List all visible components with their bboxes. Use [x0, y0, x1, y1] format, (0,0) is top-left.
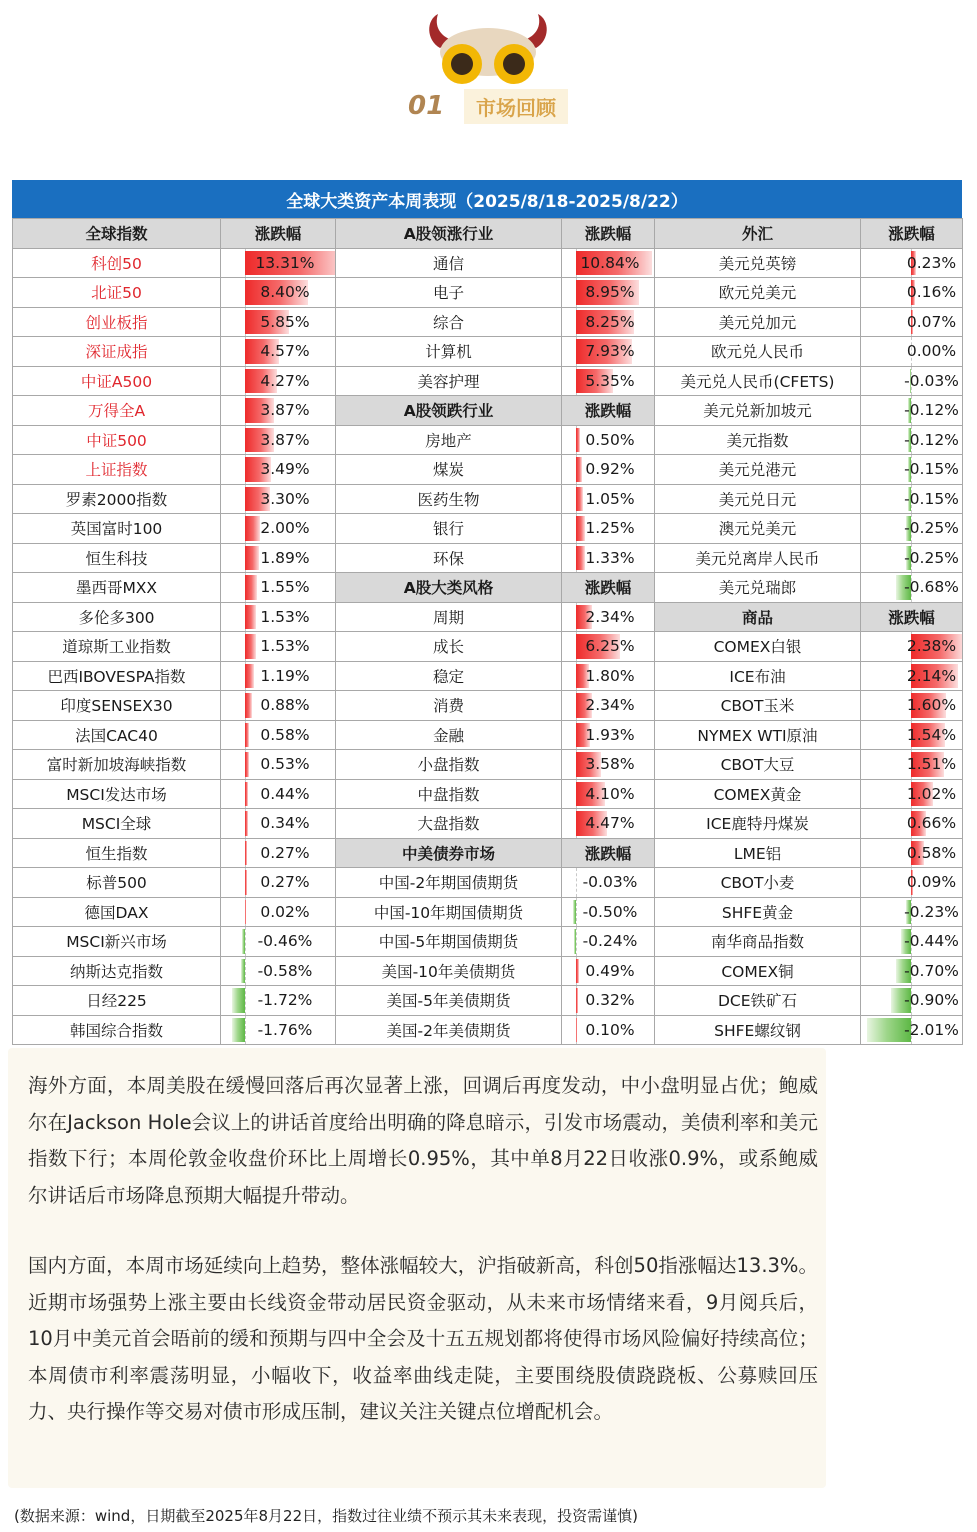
table-row [13, 1015, 963, 1045]
overseas-commentary: 海外方面，本周美股在缓慢回落后再次显著上涨，回调后再度发动，中小盘明显占优；鲍威尔在Jackson Hole会议上的讲话首度给出明确的降息暗示，引发市场震动，美债利率和美元指数下行；本周伦敦金收盘价环比上周增长0.95%，其中单8月22日收涨0.9%，或系鲍威尔讲话后市场降息预期大幅提升带动。 [28, 1074, 818, 1207]
subheader-category: 商品 [655, 602, 861, 632]
change-value-text: 5.85% [260, 312, 310, 331]
fx-commodity-name: CBOT玉米 [655, 691, 861, 721]
change-value-text: 8.40% [260, 283, 310, 302]
change-value-text: 0.53% [260, 755, 310, 774]
change-value-text: 3.87% [260, 401, 310, 420]
change-value-text: 2.34% [585, 696, 635, 715]
global-index-name: 罗素2000指数 [13, 484, 221, 514]
change-value-text: 0.27% [260, 843, 310, 862]
sector-name: 电子 [336, 278, 562, 308]
change-value-cell [221, 455, 336, 485]
fx-commodity-name: LME铝 [655, 838, 861, 868]
fx-commodity-name: 美元兑离岸人民币 [655, 543, 861, 573]
change-value-text: 3.87% [260, 430, 310, 449]
change-value-cell [861, 278, 963, 308]
header-global-indices: 全球指数 [13, 219, 221, 249]
sector-name: 通信 [336, 248, 562, 278]
sector-name: 稳定 [336, 661, 562, 691]
change-value-text: -1.76% [257, 1020, 313, 1039]
column-header-row [13, 219, 963, 249]
change-value-cell [562, 956, 655, 986]
sector-name: 大盘指数 [336, 809, 562, 839]
table-row [13, 838, 963, 868]
sector-name: 中国-5年期国债期货 [336, 927, 562, 957]
table-row [13, 661, 963, 691]
fx-commodity-name: 美元兑英镑 [655, 248, 861, 278]
global-index-name: 上证指数 [13, 455, 221, 485]
header-change: 涨跌幅 [861, 219, 963, 249]
sector-name: 医药生物 [336, 484, 562, 514]
fx-commodity-name: 美元兑人民币(CFETS) [655, 366, 861, 396]
change-value-cell [562, 779, 655, 809]
change-value-text: 0.50% [585, 430, 635, 449]
table-row [13, 484, 963, 514]
table-row [13, 278, 963, 308]
change-value-cell [221, 307, 336, 337]
change-value-text: 0.34% [260, 814, 310, 833]
table-row [13, 337, 963, 367]
change-value-text: 1.53% [260, 607, 310, 626]
change-value-text: 2.34% [585, 607, 635, 626]
change-value-cell [861, 307, 963, 337]
change-value-cell [221, 337, 336, 367]
subheader-category: A股大类风格 [336, 573, 562, 603]
change-value-cell [221, 927, 336, 957]
sector-name: 金融 [336, 720, 562, 750]
change-value-text: 4.27% [260, 371, 310, 390]
change-value-text: -1.72% [257, 991, 313, 1010]
change-value-cell [221, 573, 336, 603]
change-value-text: -0.12% [904, 401, 959, 420]
table-row [13, 425, 963, 455]
change-value-cell [221, 278, 336, 308]
change-value-cell [861, 573, 963, 603]
subheader-change: 涨跌幅 [562, 396, 655, 426]
global-index-name: 巴西IBOVESPA指数 [13, 661, 221, 691]
data-source-footnote: (数据来源：wind，日期截至2025年8月22日，指数过往业绩不预示其未来表现，投资需谨慎) [14, 1507, 638, 1525]
change-value-text: 0.44% [260, 784, 310, 803]
table-row [13, 366, 963, 396]
change-value-cell [221, 691, 336, 721]
table-row [13, 307, 963, 337]
change-value-cell [221, 1015, 336, 1045]
change-value-cell [221, 425, 336, 455]
table-row [13, 248, 963, 278]
global-index-name: 中证500 [13, 425, 221, 455]
subheader-change: 涨跌幅 [562, 838, 655, 868]
sector-name: 房地产 [336, 425, 562, 455]
change-value-text: 4.10% [585, 784, 635, 803]
change-value-text: 2.00% [260, 519, 310, 538]
change-value-cell [221, 986, 336, 1016]
change-value-cell [861, 632, 963, 662]
change-value-text: 4.57% [260, 342, 310, 361]
change-value-text: 0.02% [260, 902, 310, 921]
table-row [13, 691, 963, 721]
change-value-cell [562, 661, 655, 691]
fx-commodity-name: SHFE螺纹钢 [655, 1015, 861, 1045]
change-value-cell [861, 514, 963, 544]
global-index-name: 印度SENSEX30 [13, 691, 221, 721]
change-value-cell [861, 396, 963, 426]
change-value-text: 1.51% [906, 755, 957, 774]
table-row [13, 779, 963, 809]
change-value-text: 1.93% [585, 725, 635, 744]
loss-bar [574, 929, 576, 954]
change-value-cell [861, 661, 963, 691]
fx-commodity-name: 澳元兑美元 [655, 514, 861, 544]
change-value-text: -0.15% [904, 460, 959, 479]
fx-commodity-name: 南华商品指数 [655, 927, 861, 957]
change-value-text: 2.38% [906, 637, 957, 656]
change-value-text: 0.09% [906, 873, 957, 892]
change-value-text: -0.50% [582, 902, 638, 921]
change-value-cell [861, 425, 963, 455]
change-value-text: 1.05% [585, 489, 635, 508]
change-value-cell [861, 927, 963, 957]
section-title: 市场回顾 [464, 89, 568, 124]
sector-name: 消费 [336, 691, 562, 721]
change-value-text: 1.53% [260, 637, 310, 656]
change-value-text: 0.66% [906, 814, 957, 833]
section-number: 01 [408, 91, 445, 121]
loss-bar [573, 900, 577, 925]
change-value-text: 0.27% [260, 873, 310, 892]
change-value-text: 7.93% [585, 342, 635, 361]
sector-name: 银行 [336, 514, 562, 544]
subheader-category: 中美债券市场 [336, 838, 562, 868]
change-value-cell [562, 366, 655, 396]
change-value-cell [562, 514, 655, 544]
global-index-name: 英国富时100 [13, 514, 221, 544]
fx-commodity-name: 美元兑瑞郎 [655, 573, 861, 603]
global-index-name: 中证A500 [13, 366, 221, 396]
change-value-cell [562, 455, 655, 485]
change-value-text: 0.92% [585, 460, 635, 479]
sector-name: 成长 [336, 632, 562, 662]
header-industry-up: A股领涨行业 [336, 219, 562, 249]
change-value-cell [562, 750, 655, 780]
change-value-cell [221, 720, 336, 750]
change-value-cell [562, 248, 655, 278]
change-value-text: -0.58% [257, 961, 313, 980]
table-row [13, 720, 963, 750]
subheader-category: A股领跌行业 [336, 396, 562, 426]
global-index-name: 标普500 [13, 868, 221, 898]
fx-commodity-name: 欧元兑美元 [655, 278, 861, 308]
change-value-cell [861, 809, 963, 839]
global-index-name: MSCI新兴市场 [13, 927, 221, 957]
change-value-cell [562, 986, 655, 1016]
section-heading [408, 88, 568, 124]
bull-sunflower-mascot [418, 10, 558, 88]
sector-name: 综合 [336, 307, 562, 337]
change-value-cell [562, 632, 655, 662]
change-value-cell [562, 809, 655, 839]
change-value-cell [562, 484, 655, 514]
gain-bar [576, 988, 578, 1013]
table-row [13, 455, 963, 485]
fx-commodity-name: COMEX黄金 [655, 779, 861, 809]
table-row [13, 927, 963, 957]
change-value-cell [861, 779, 963, 809]
change-value-cell [861, 868, 963, 898]
fx-commodity-name: COMEX铜 [655, 956, 861, 986]
change-value-text: 1.33% [585, 548, 635, 567]
change-value-text: 0.32% [585, 991, 635, 1010]
global-index-name: 创业板指 [13, 307, 221, 337]
change-value-cell [221, 750, 336, 780]
table-row [13, 602, 963, 632]
table-row [13, 514, 963, 544]
change-value-text: -0.03% [582, 873, 638, 892]
change-value-cell [562, 720, 655, 750]
change-value-cell [861, 897, 963, 927]
change-value-text: 6.25% [585, 637, 635, 656]
change-value-cell [562, 868, 655, 898]
global-index-name: 日经225 [13, 986, 221, 1016]
global-index-name: 墨西哥MXX [13, 573, 221, 603]
performance-grid [12, 218, 963, 1045]
change-value-cell [861, 838, 963, 868]
change-value-text: 1.89% [260, 548, 310, 567]
global-index-name: 道琼斯工业指数 [13, 632, 221, 662]
change-value-text: 1.02% [906, 784, 957, 803]
sector-name: 中盘指数 [336, 779, 562, 809]
global-index-name: MSCI全球 [13, 809, 221, 839]
change-value-cell [221, 632, 336, 662]
change-value-text: 5.35% [585, 371, 635, 390]
change-value-text: 10.84% [580, 253, 640, 272]
table-row [13, 573, 963, 603]
change-value-text: 0.58% [260, 725, 310, 744]
sector-name: 小盘指数 [336, 750, 562, 780]
change-value-text: -0.90% [904, 991, 959, 1010]
change-value-text: 3.58% [585, 755, 635, 774]
global-index-name: 恒生指数 [13, 838, 221, 868]
fx-commodity-name: 美元兑新加坡元 [655, 396, 861, 426]
change-value-text: 0.58% [906, 843, 957, 862]
fx-commodity-name: DCE铁矿石 [655, 986, 861, 1016]
change-value-text: 0.10% [585, 1020, 635, 1039]
sector-name: 周期 [336, 602, 562, 632]
change-value-text: 1.25% [585, 519, 635, 538]
change-value-text: 3.49% [260, 460, 310, 479]
gain-bar [576, 959, 579, 984]
global-index-name: MSCI发达市场 [13, 779, 221, 809]
header-change: 涨跌幅 [221, 219, 336, 249]
change-value-cell [562, 897, 655, 927]
change-value-cell [861, 986, 963, 1016]
sector-name: 计算机 [336, 337, 562, 367]
asset-performance-table [12, 180, 962, 1045]
change-value-cell [861, 956, 963, 986]
table-row [13, 750, 963, 780]
change-value-cell [861, 248, 963, 278]
change-value-text: -0.24% [582, 932, 638, 951]
change-value-cell [221, 779, 336, 809]
change-value-cell [221, 956, 336, 986]
change-value-text: -0.25% [904, 519, 959, 538]
change-value-cell [861, 337, 963, 367]
header-fx: 外汇 [655, 219, 861, 249]
change-value-text: -2.01% [904, 1020, 959, 1039]
sector-name: 美国-10年美债期货 [336, 956, 562, 986]
change-value-text: 0.49% [585, 961, 635, 980]
change-value-cell [861, 750, 963, 780]
table-row [13, 396, 963, 426]
change-value-text: -0.46% [257, 932, 313, 951]
change-value-cell [221, 366, 336, 396]
change-value-cell [861, 455, 963, 485]
change-value-text: 0.88% [260, 696, 310, 715]
sector-name: 中国-10年期国债期货 [336, 897, 562, 927]
fx-commodity-name: NYMEX WTI原油 [655, 720, 861, 750]
fx-commodity-name: CBOT大豆 [655, 750, 861, 780]
change-value-text: 1.80% [585, 666, 635, 685]
sector-name: 美容护理 [336, 366, 562, 396]
change-value-text: 3.30% [260, 489, 310, 508]
fx-commodity-name: SHFE黄金 [655, 897, 861, 927]
table-title: 全球大类资产本周表现（2025/8/18-2025/8/22） [12, 180, 962, 218]
change-value-cell [562, 337, 655, 367]
change-value-text: -0.70% [904, 961, 959, 980]
fx-commodity-name: 美元兑日元 [655, 484, 861, 514]
gain-bar [576, 428, 580, 453]
change-value-cell [562, 425, 655, 455]
change-value-cell [861, 691, 963, 721]
sector-name: 中国-2年期国债期货 [336, 868, 562, 898]
table-row [13, 956, 963, 986]
market-commentary [8, 1048, 826, 1488]
zero-axis-line [576, 898, 577, 927]
change-value-cell [861, 720, 963, 750]
change-value-text: 1.55% [260, 578, 310, 597]
change-value-cell [562, 278, 655, 308]
global-index-name: 深证成指 [13, 337, 221, 367]
loss-bar [232, 1018, 245, 1043]
change-value-cell [221, 809, 336, 839]
change-value-cell [861, 366, 963, 396]
table-row [13, 632, 963, 662]
header-change: 涨跌幅 [562, 219, 655, 249]
change-value-cell [221, 396, 336, 426]
change-value-text: 13.31% [255, 253, 315, 272]
global-index-name: 科创50 [13, 248, 221, 278]
sector-name: 环保 [336, 543, 562, 573]
change-value-text: -0.44% [904, 932, 959, 951]
change-value-cell [221, 661, 336, 691]
change-value-cell [562, 691, 655, 721]
change-value-text: 1.54% [906, 725, 957, 744]
table-row [13, 897, 963, 927]
change-value-cell [221, 868, 336, 898]
sector-name: 煤炭 [336, 455, 562, 485]
global-index-name: 纳斯达克指数 [13, 956, 221, 986]
subheader-change: 涨跌幅 [562, 573, 655, 603]
global-index-name: 德国DAX [13, 897, 221, 927]
change-value-text: -0.23% [904, 902, 959, 921]
change-value-text: 0.07% [906, 312, 957, 331]
change-value-cell [562, 1015, 655, 1045]
global-index-name: 万得全A [13, 396, 221, 426]
fx-commodity-name: 欧元兑人民币 [655, 337, 861, 367]
change-value-cell [562, 307, 655, 337]
change-value-text: 0.23% [906, 253, 957, 272]
global-index-name: 法国CAC40 [13, 720, 221, 750]
change-value-cell [221, 838, 336, 868]
table-row [13, 809, 963, 839]
global-index-name: 恒生科技 [13, 543, 221, 573]
change-value-text: 4.47% [585, 814, 635, 833]
change-value-text: 8.25% [585, 312, 635, 331]
fx-commodity-name: COMEX白银 [655, 632, 861, 662]
gain-bar [576, 1018, 577, 1043]
fx-commodity-name: 美元兑加元 [655, 307, 861, 337]
sector-name: 美国-2年美债期货 [336, 1015, 562, 1045]
change-value-cell [562, 927, 655, 957]
change-value-text: 8.95% [585, 283, 635, 302]
change-value-cell [221, 248, 336, 278]
change-value-text: 1.60% [906, 696, 957, 715]
sector-name: 美国-5年美债期货 [336, 986, 562, 1016]
change-value-text: -0.68% [904, 578, 959, 597]
domestic-commentary: 国内方面，本周市场延续向上趋势，整体涨幅较大，沪指破新高，科创50指涨幅达13.3%。近期市场强势上涨主要由长线资金带动居民资金驱动，从未来市场情绪来看，9月阅兵后，10月中美元首会晤前的缓和预期与四中全会及十五五规划都将使得市场风险偏好持续高位；本周债市利率震荡明显，小幅收下，收益率曲线走陡，主要围绕股债跷跷板、公募赎回压力、央行操作等交易对债市形成压制，建议关注关键点位增配机会。 [28, 1254, 818, 1423]
change-value-cell [861, 543, 963, 573]
change-value-cell [861, 484, 963, 514]
change-value-text: -0.25% [904, 548, 959, 567]
table-row [13, 986, 963, 1016]
subheader-change: 涨跌幅 [861, 602, 963, 632]
change-value-cell [562, 602, 655, 632]
global-index-name: 韩国综合指数 [13, 1015, 221, 1045]
change-value-text: -0.15% [904, 489, 959, 508]
zero-axis-line [576, 927, 577, 956]
change-value-text: -0.03% [904, 371, 959, 390]
global-index-name: 多伦多300 [13, 602, 221, 632]
change-value-cell [221, 514, 336, 544]
global-index-name: 富时新加坡海峡指数 [13, 750, 221, 780]
table-row [13, 868, 963, 898]
fx-commodity-name: CBOT小麦 [655, 868, 861, 898]
fx-commodity-name: 美元指数 [655, 425, 861, 455]
change-value-text: 2.14% [906, 666, 957, 685]
global-index-name: 北证50 [13, 278, 221, 308]
change-value-cell [562, 543, 655, 573]
fx-commodity-name: ICE鹿特丹煤炭 [655, 809, 861, 839]
change-value-text: 0.00% [906, 342, 957, 361]
change-value-cell [221, 484, 336, 514]
table-row [13, 543, 963, 573]
change-value-cell [221, 897, 336, 927]
change-value-cell [861, 1015, 963, 1045]
fx-commodity-name: 美元兑港元 [655, 455, 861, 485]
change-value-cell [221, 543, 336, 573]
zero-axis-line [576, 868, 577, 897]
change-value-cell [221, 602, 336, 632]
change-value-text: 1.19% [260, 666, 310, 685]
change-value-text: 0.16% [906, 283, 957, 302]
change-value-text: -0.12% [904, 430, 959, 449]
fx-commodity-name: ICE布油 [655, 661, 861, 691]
